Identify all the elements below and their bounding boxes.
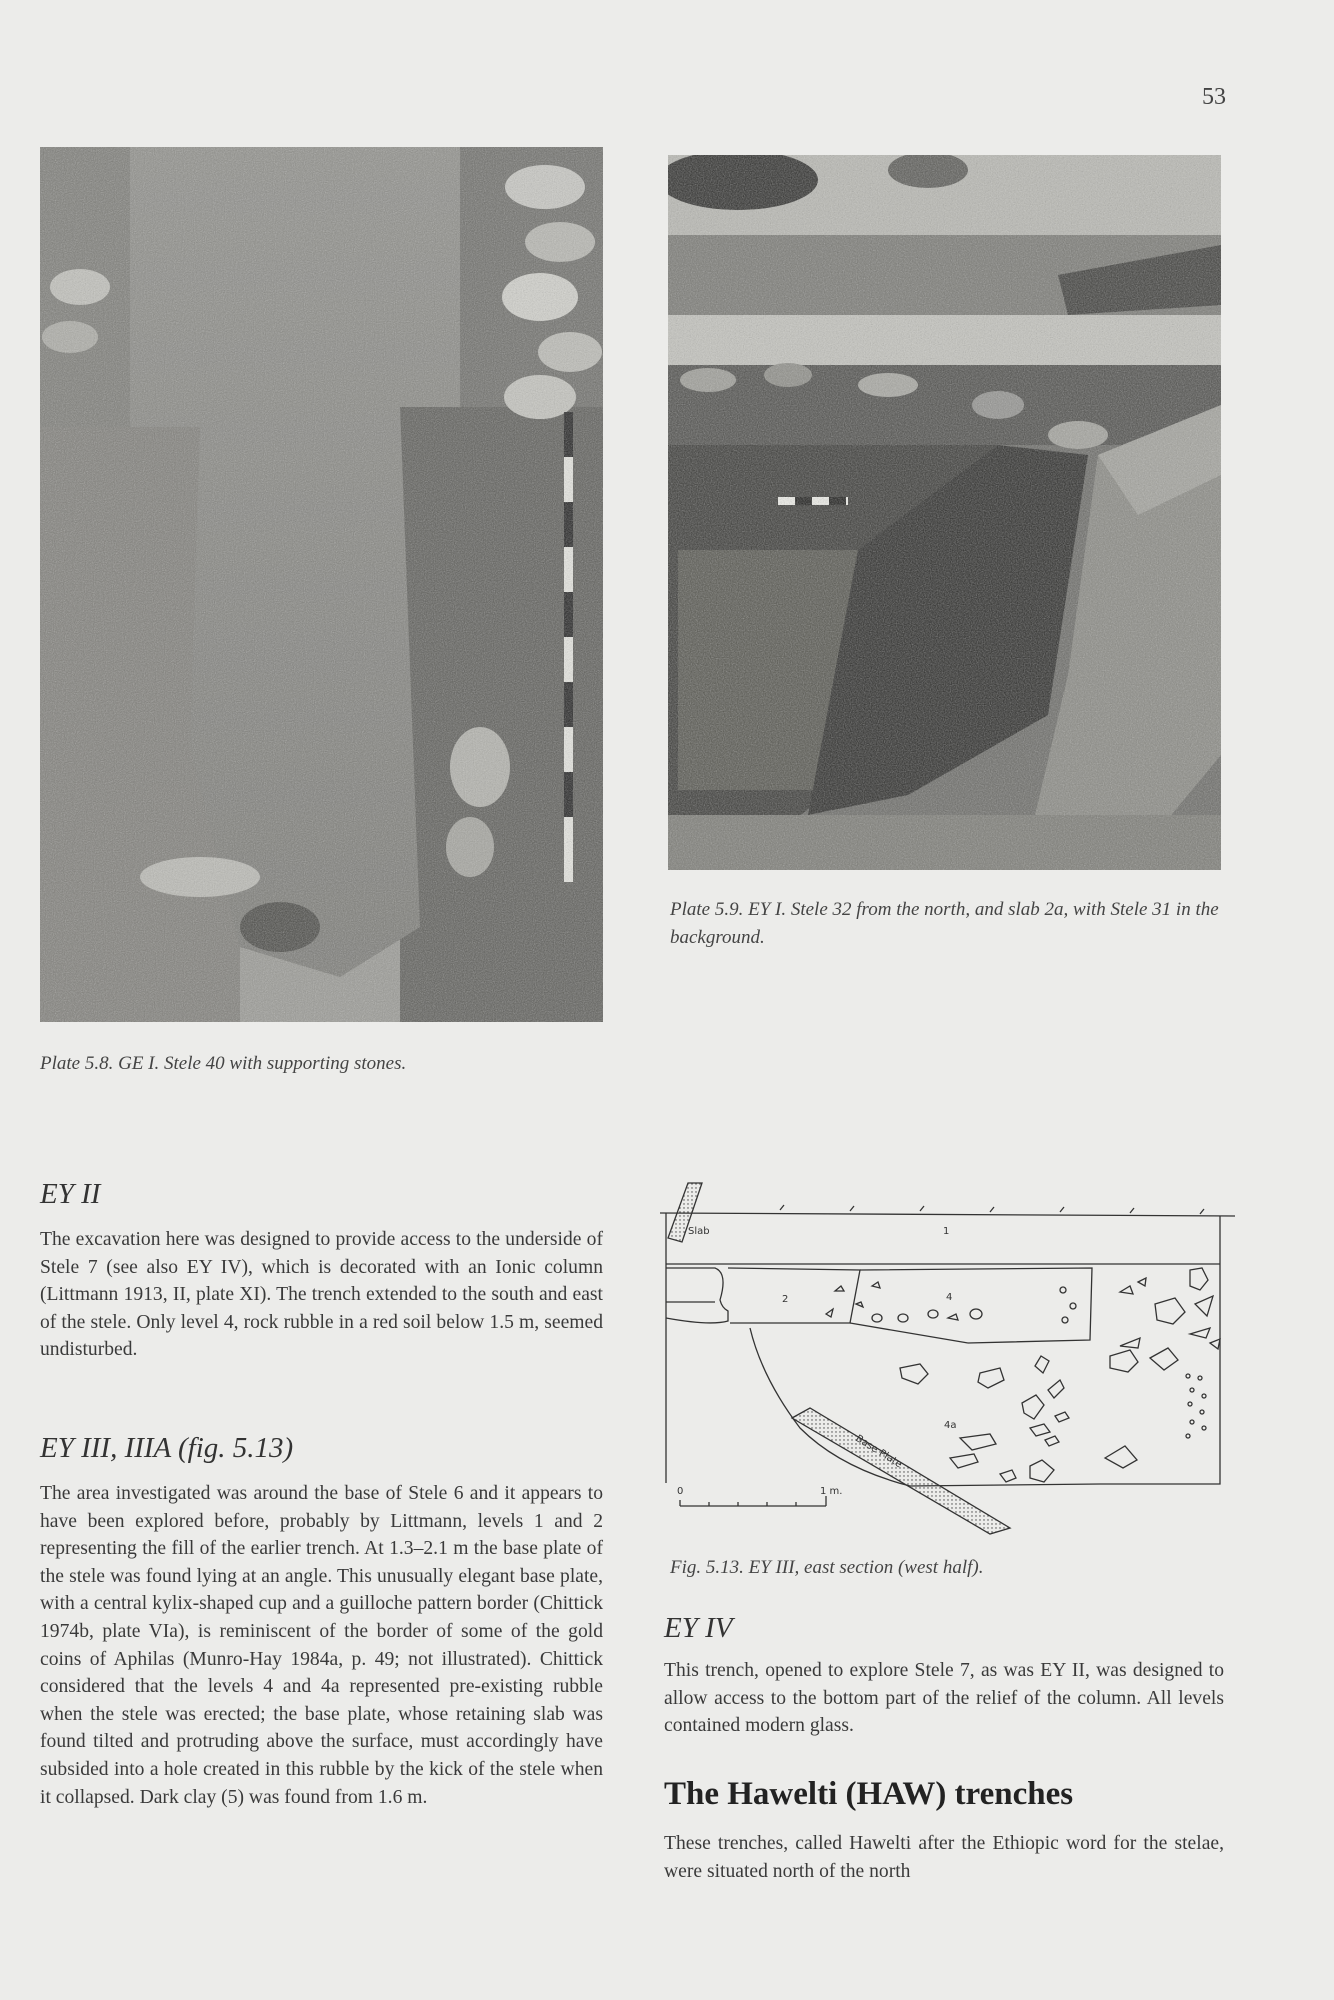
page-number: 53 — [1202, 84, 1226, 110]
section-heading-ey2: EY II — [40, 1178, 101, 1210]
plate-5-9-caption: Plate 5.9. EY I. Stele 32 from the north, and slab 2a, with Stele 31 in the background. — [670, 899, 1219, 948]
label-layer-1: 1 — [943, 1226, 950, 1237]
figure-5-13-drawing — [650, 1178, 1235, 1538]
section-heading-hawelti: The Hawelti (HAW) trenches — [664, 1776, 1074, 1812]
figure-5-13-caption: Fig. 5.13. EY III, east section (west half). — [670, 1557, 984, 1578]
plate-5-8-photo — [40, 147, 603, 1022]
section-heading-ey4: EY IV — [664, 1612, 733, 1644]
label-base-plate: Base Plate — [853, 1433, 904, 1471]
section-heading-ey3: EY III, IIIA (fig. 5.13) — [40, 1432, 294, 1464]
section-text-ey2: The excavation here was designed to provide access to the underside of Stele 7 (see also EY IV), which is decorated with an Ionic column (Littmann 1913, II, plate XI). The trench extended to the south and east of the stele. Only level 4, rock rubble in a red soil below 1.5 m, seemed undisturbed. — [40, 1229, 603, 1361]
section-text-ey4: This trench, opened to explore Stele 7, as was EY II, was designed to allow access to the bottom part of the relief of the column. All levels contained modern glass. — [664, 1660, 1224, 1737]
label-layer-4a: 4a — [944, 1420, 957, 1431]
label-layer-2: 2 — [782, 1294, 789, 1305]
section-text-ey3: The area investigated was around the base of Stele 6 and it appears to have been explored before, probably by Littmann, levels 1 and 2 representing the fill of the earlier trench. At 1.3–2.1 m the base plate of the stele was found lying at an angle. This unusually elegant base plate, with a central kylix-shaped cup and a guilloche pattern border (Chittick 1974b, plate VIa), is reminiscent of the border of some of the gold coins of Aphilas (Munro-Hay 1984a, p. 49; not illustrated). Chittick considered that the levels 4 and 4a represented pre-existing rubble when the stele was erected; the base plate, whose retaining slab was found tilted and protruding above the surface, must accordingly have subsided into a hole created in this rubble by the kick of the stele when it collapsed. Dark clay (5) was found from 1.6 m. — [40, 1483, 603, 1808]
label-scale-zero: 0 — [677, 1486, 684, 1497]
label-layer-4: 4 — [946, 1292, 953, 1303]
plate-5-9-photo — [668, 155, 1221, 870]
label-scale-end: 1 m. — [820, 1486, 843, 1497]
section-text-hawelti: These trenches, called Hawelti after the Ethiopic word for the stelae, were situated north of the north — [664, 1833, 1224, 1882]
label-slab: Slab — [688, 1226, 710, 1237]
plate-5-8-caption: Plate 5.8. GE I. Stele 40 with supporting stones. — [40, 1053, 407, 1074]
